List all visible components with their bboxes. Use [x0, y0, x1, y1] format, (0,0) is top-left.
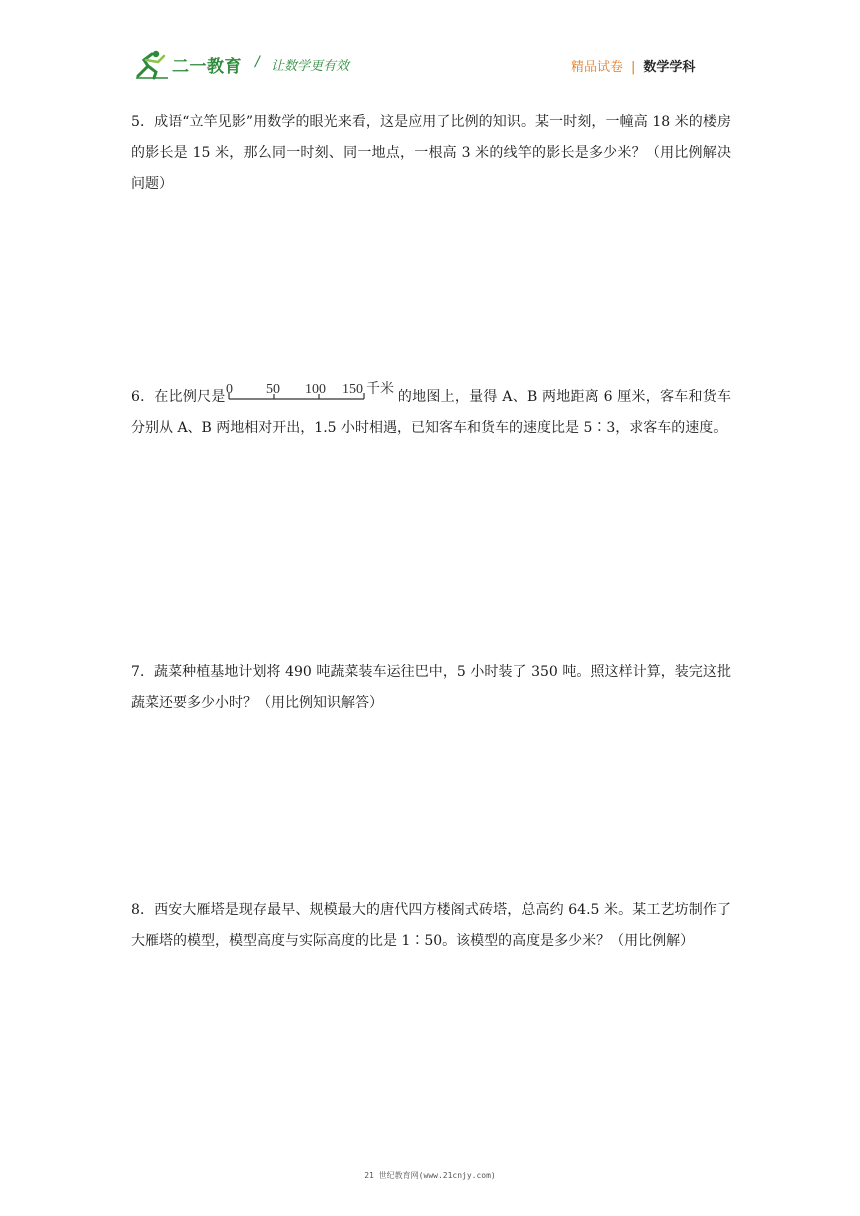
- header-separator: |: [631, 60, 636, 75]
- question-6: [131, 381, 731, 444]
- slogan-divider: /: [255, 54, 260, 70]
- question-7-text: 7．蔬菜种植基地计划将 490 吨蔬菜装车运往巴中，5 小时装了 350 吨。照这样计算，装完这批蔬菜还要多少小时？（用比例知识解答）: [131, 664, 731, 711]
- question-8-text: 8．西安大雁塔是现存最早、规模最大的唐代四方楼阁式砖塔，总高约 64.5 米。某工艺坊制作了大雁塔的模型，模型高度与实际高度的比是 1∶50。该模型的高度是多少米？（用比例解）: [131, 902, 731, 949]
- question-5-text: 5．成语“立竿见影”用数学的眼光来看，这是应用了比例的知识。某一时刻，一幢高 18 米的楼房的影长是 15 米，那么同一时刻、同一地点，一根高 3 米的线竿的影长是多少米？（用比例解决问题）: [131, 114, 731, 192]
- question-8: [131, 895, 731, 957]
- page-header: [0, 0, 860, 100]
- subject: 数学学科: [643, 60, 696, 75]
- paper-type: 精品试卷: [571, 60, 624, 75]
- header-right: [571, 56, 695, 75]
- scale-label-150: 150: [341, 382, 363, 397]
- scale-unit: 千米: [365, 381, 394, 397]
- question-6-text-after: 的地图上，量得 A、B 两地距离 6 厘米，客车和货车分别从 A、B 两地相对开出，1.5 小时相遇，已知客车和货车的速度比是 5∶3，求客车的速度。: [131, 389, 731, 436]
- page-footer: 21 世纪教育网(www.21cnjy.com): [364, 1171, 496, 1180]
- scale-label-100: 100: [304, 382, 326, 397]
- question-6-text-before: 6．在比例尺是: [131, 389, 226, 405]
- question-5: [131, 107, 731, 200]
- slogan: 让数学更有效: [271, 59, 350, 74]
- scale-bar: [226, 381, 398, 405]
- question-6-text: [131, 381, 731, 444]
- logo-text: 二一教育: [172, 57, 242, 77]
- question-7: [131, 657, 731, 719]
- scale-label-50: 50: [265, 382, 280, 397]
- scale-label-0: 0: [225, 382, 233, 397]
